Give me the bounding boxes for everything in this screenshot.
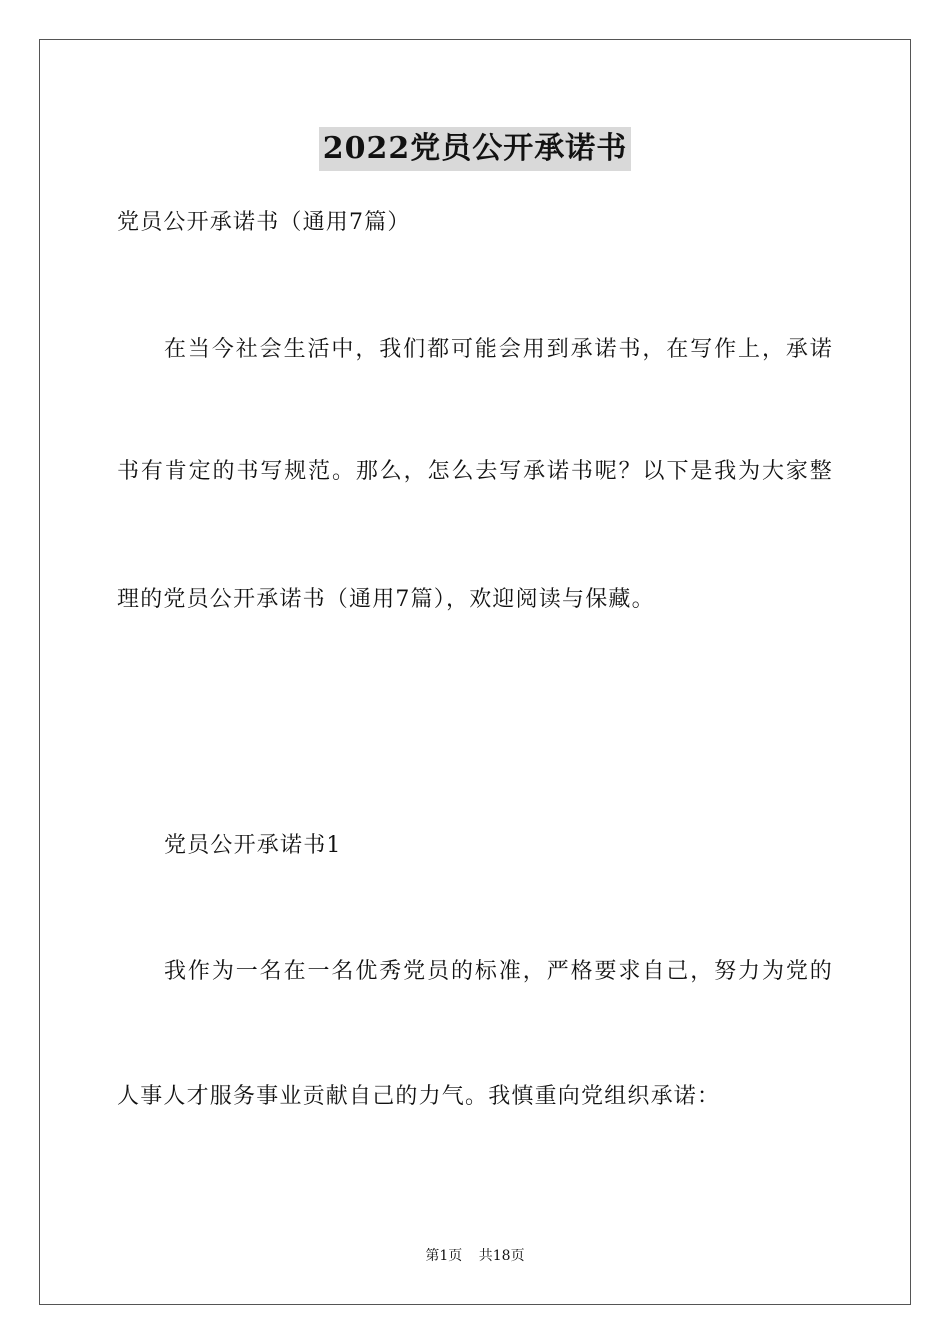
section-heading: 党员公开承诺书1 [164,833,342,858]
page-number: 第1页 [425,1248,463,1264]
body-line-2: 人事人才服务事业贡献自己的力气。我慎重向党组织承诺： [117,1084,721,1109]
document-subtitle: 党员公开承诺书（通用7篇） [117,210,411,235]
body-line-1: 我作为一名在一名优秀党员的标准，严格要求自己，努力为党的 [164,959,833,984]
intro-line-1: 在当今社会生活中，我们都可能会用到承诺书，在写作上，承诺 [164,337,833,362]
page-total: 共18页 [478,1248,525,1264]
document-title: 2022党员公开承诺书 [319,127,632,171]
intro-line-2: 书有肯定的书写规范。那么，怎么去写承诺书呢？以下是我为大家整 [117,459,833,484]
page-footer [0,1246,950,1266]
intro-line-3: 理的党员公开承诺书（通用7篇），欢迎阅读与保藏。 [117,587,655,612]
title-container [0,127,950,171]
